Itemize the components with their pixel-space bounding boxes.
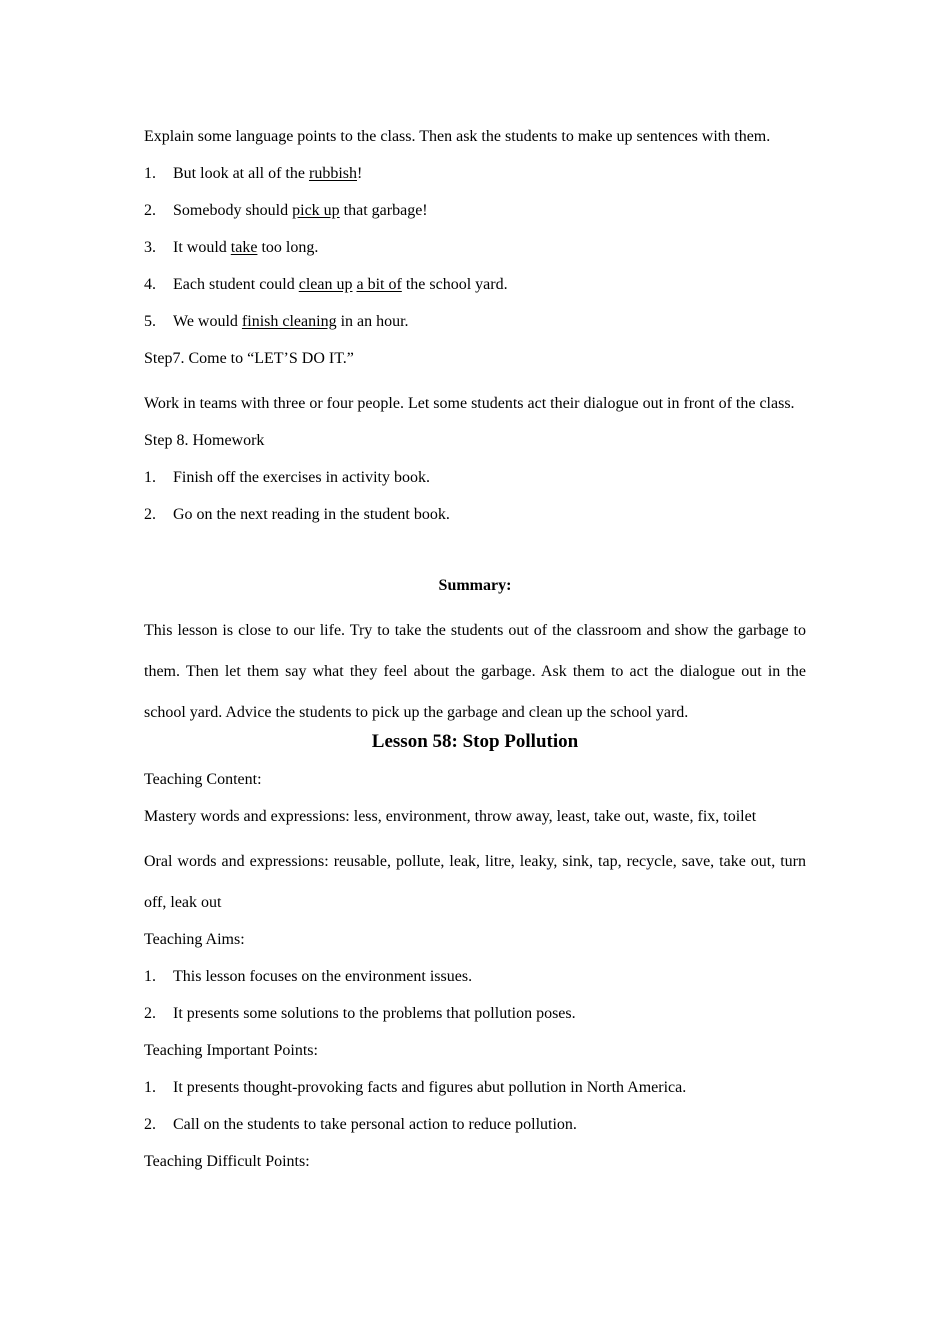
teaching-aims-heading: Teaching Aims:	[144, 931, 245, 948]
lesson-title: Lesson 58: Stop Pollution	[371, 731, 579, 752]
language-point-4	[144, 272, 806, 297]
step7-paragraph: Work in teams with three or four people. Let some students act their dialogue out in front of the class.	[144, 395, 795, 412]
list-number: 3.	[144, 239, 156, 256]
important-text: Call on the students to take personal action to reduce pollution.	[173, 1116, 577, 1133]
underlined-phrase: a bit of	[356, 276, 402, 293]
language-point-2	[144, 198, 806, 223]
point-text: in an hour.	[336, 313, 409, 330]
document-page	[144, 124, 806, 1186]
aim-item-2	[144, 1001, 806, 1026]
underlined-phrase: pick up	[292, 202, 340, 219]
language-point-5	[144, 309, 806, 334]
underlined-phrase: rubbish	[308, 165, 357, 182]
language-point-3	[144, 235, 806, 260]
language-point-1	[144, 161, 806, 186]
point-text: Somebody should	[173, 202, 293, 219]
list-number: 2.	[144, 1005, 156, 1022]
homework-item-1	[144, 465, 806, 490]
list-number: 5.	[144, 313, 156, 330]
point-text: It would	[173, 239, 231, 256]
teaching-content-heading: Teaching Content:	[144, 771, 262, 788]
difficult-points-heading: Teaching Difficult Points:	[144, 1153, 310, 1170]
important-item-1	[144, 1075, 806, 1100]
point-text: that garbage!	[339, 202, 428, 219]
oral-words: Oral words and expressions: reusable, pollute, leak, litre, leaky, sink, tap, recycle, save, take out, turn off, leak out	[144, 853, 806, 911]
aim-text: It presents some solutions to the problems that pollution poses.	[173, 1005, 576, 1022]
aim-item-1	[144, 964, 806, 989]
mastery-words: Mastery words and expressions: less, environment, throw away, least, take out, waste, fix, toilet	[144, 808, 757, 825]
point-text: the school yard.	[401, 276, 508, 293]
point-text: Each student could	[173, 276, 299, 293]
homework-text: Finish off the exercises in activity book.	[173, 469, 430, 486]
list-number: 1.	[144, 469, 156, 486]
summary-paragraph: This lesson is close to our life. Try to take the students out of the classroom and show the garbage to them. Then let them say what they feel about the garbage. Ask them to act the dialogue out in the school yard. Advice the students to pick up the garbage and clean up the school yard.	[144, 622, 806, 721]
point-text: But look at all of the	[173, 165, 309, 182]
aim-text: This lesson focuses on the environment issues.	[173, 968, 473, 985]
intro-paragraph: Explain some language points to the class. Then ask the students to make up sentences with them.	[144, 128, 771, 145]
homework-text: Go on the next reading in the student book.	[173, 506, 450, 523]
point-text: We would	[173, 313, 242, 330]
list-number: 2.	[144, 202, 156, 219]
list-number: 2.	[144, 506, 156, 523]
list-number: 2.	[144, 1116, 156, 1133]
list-number: 1.	[144, 1079, 156, 1096]
list-number: 4.	[144, 276, 156, 293]
step7-heading: Step7. Come to “LET’S DO IT.”	[144, 350, 354, 367]
step8-heading: Step 8. Homework	[144, 432, 265, 449]
important-item-2	[144, 1112, 806, 1137]
underlined-phrase: take	[230, 239, 258, 256]
point-text: !	[356, 165, 363, 182]
underlined-phrase: clean up	[298, 276, 353, 293]
blank-line	[144, 539, 806, 573]
point-text: too long.	[257, 239, 319, 256]
important-text: It presents thought-provoking facts and figures abut pollution in North America.	[173, 1079, 687, 1096]
list-number: 1.	[144, 968, 156, 985]
underlined-phrase: finish cleaning	[241, 313, 337, 330]
list-number: 1.	[144, 165, 156, 182]
homework-item-2	[144, 502, 806, 527]
important-points-heading: Teaching Important Points:	[144, 1042, 318, 1059]
summary-heading: Summary:	[438, 577, 512, 594]
